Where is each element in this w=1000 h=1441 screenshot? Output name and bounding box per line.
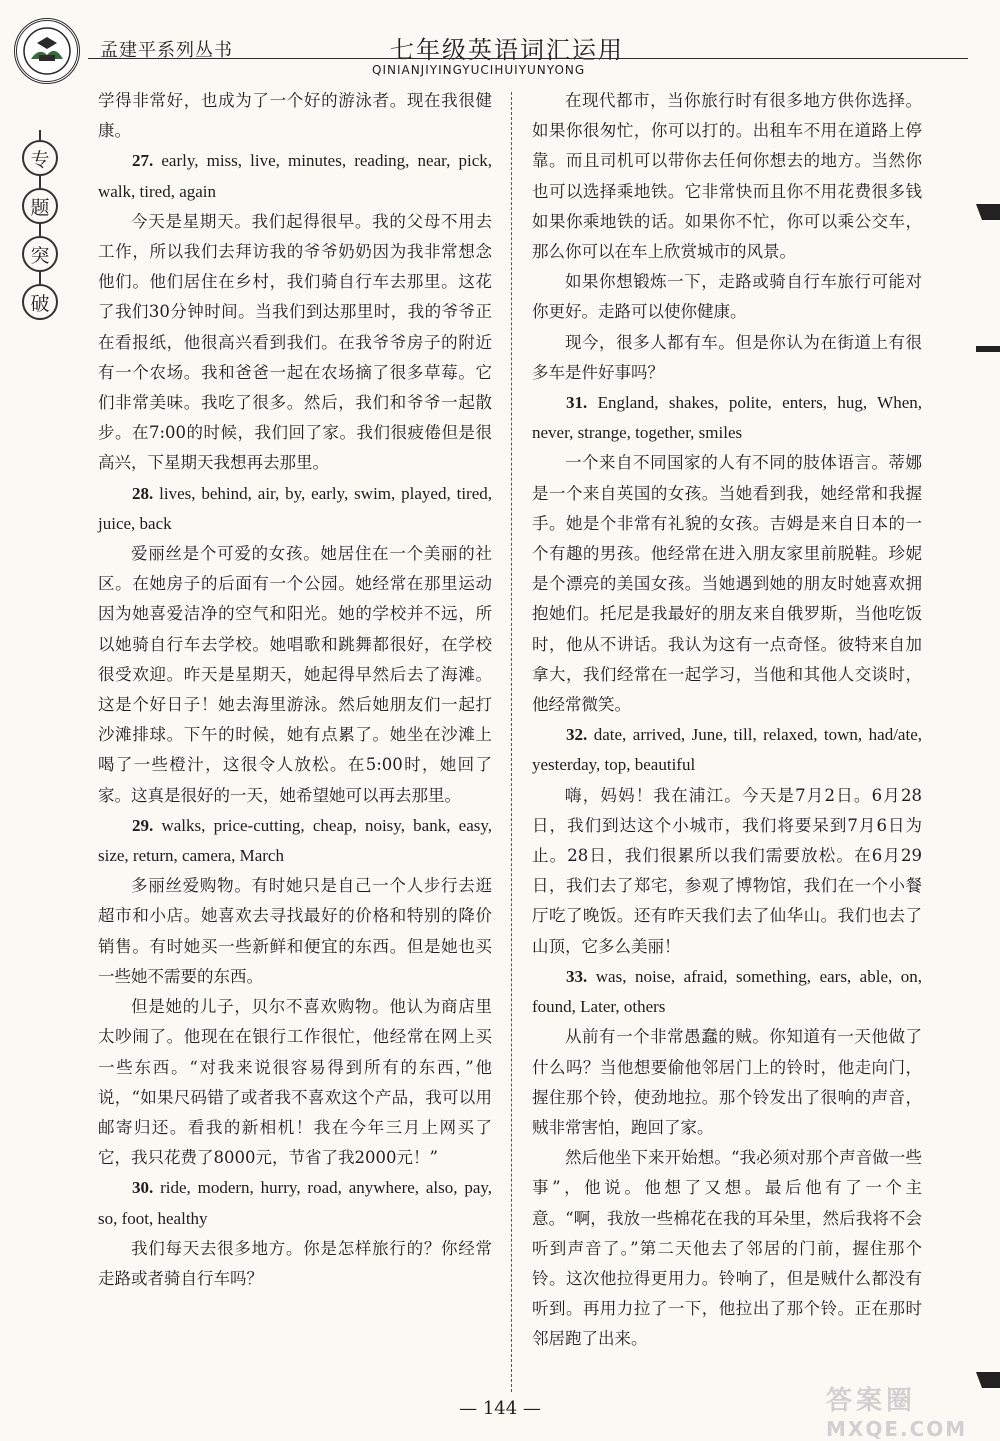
translation-paragraph: 在现代都市，当你旅行时有很多地方供你选择。如果你很匆忙，你可以打的。出租车不用在道路上停靠。而且司机可以带你去任何你想去的地方。当然你也可以选择乘地铁。它非常快而且你不用花费很多钱如果你乘地铁的话。如果你不忙，你可以乘公交车，那么你可以在车上欣赏城市的风景。 [532, 91, 922, 262]
translation-paragraph: 今天是星期天。我们起得很早。我的父母不用去工作，所以我们去拜访我的爷爷奶奶因为我非常想念他们。他们居住在乡村，我们骑自行车去那里。这花了我们30分钟时间。当我们到达那里时，我的爷爷正在看报纸，他很高兴看到我们。在我爷爷房子的附近有一个农场。我和爸爸一起在农场摘了很多草莓。它们非常美味。我吃了很多。然后，我们和爷爷一起散步。在7:00的时候，我们回了家。我们很疲倦但是很高兴，下星期天我想再去那里。 [98, 211, 492, 473]
series-logo-icon [14, 18, 80, 84]
column-divider [511, 92, 512, 1392]
answer-words: date, arrived, June, till, relaxed, town, had/ate, yesterday, top, beautiful [532, 725, 922, 775]
right-column [532, 86, 922, 1355]
watermark-text: 答案圈 [826, 1386, 917, 1416]
translation-paragraph: 现今，很多人都有车。但是你认为在街道上有很多车是件好事吗？ [532, 332, 922, 382]
page-header [0, 0, 1000, 90]
question-number: 28. [132, 483, 154, 503]
question-answer-words [98, 811, 492, 871]
answer-words: ride, modern, hurry, road, anywhere, also, pay, so, foot, healthy [98, 1178, 493, 1228]
side-tab-2: 题 [22, 188, 58, 224]
side-tab-1: 专 [22, 140, 58, 176]
translation-paragraph: 如果你想锻炼一下，走路或骑自行车旅行可能对你更好。走路可以使你健康。 [532, 272, 922, 322]
book-title-pinyin: QINIANJIYINGYUCIHUIYUNYONG [372, 63, 586, 77]
translation-paragraph: 学得非常好，也成为了一个好的游泳者。现在我很健康。 [98, 91, 492, 141]
answer-words: England, shakes, polite, enters, hug, When, never, strange, together, smiles [532, 393, 922, 443]
translation-paragraph: 我们每天去很多地方。你是怎样旅行的？你经常走路或者骑自行车吗？ [98, 1238, 492, 1288]
question-number: 27. [132, 151, 154, 171]
answer-words: early, miss, live, minutes, reading, near, pick, walk, tired, again [98, 151, 493, 201]
answer-words: lives, behind, air, by, early, swim, played, tired, juice, back [98, 483, 493, 533]
translation-paragraph: 然后他坐下来开始想。“我必须对那个声音做一些事”，他说。他想了又想。最后他有了一个主意。“啊，我放一些棉花在我的耳朵里，然后我将不会听到声音了。”第二天他去了邻居的门前，握住那个铃。这次他拉得更用力。铃响了，但是贼什么都没有听到。再用力拉了一下，他拉出了那个铃。正在那时邻居跑了出来。 [532, 1148, 922, 1349]
page-number: — 144 — [459, 1398, 541, 1419]
question-number: 31. [566, 393, 588, 413]
side-tab-4: 破 [22, 284, 58, 320]
question-number: 32. [566, 725, 588, 745]
series-name: 孟建平系列丛书 [100, 40, 233, 61]
question-answer-words [98, 1173, 492, 1233]
header-rule [88, 58, 968, 59]
translation-paragraph: 爱丽丝是个可爱的女孩。她居住在一个美丽的社区。在她房子的后面有一个公园。她经常在那里运动因为她喜爱洁净的空气和阳光。她的学校并不远，所以她骑自行车去学校。她唱歌和跳舞都很好，在学校很受欢迎。昨天是星期天，她起得早然后去了海滩。这是个好日子！她去海里游泳。然后她朋友们一起打沙滩排球。下午的时候，她有点累了。她坐在沙滩上喝了一些橙汁，这很令人放松。在5:00时，她回了家。这真是很好的一天，她希望她可以再去那里。 [98, 544, 492, 805]
watermark-url: MXQE.COM [826, 1417, 968, 1441]
watermark-logo [826, 1380, 986, 1441]
edge-tab-mark-icon [972, 336, 1000, 360]
question-number: 29. [132, 815, 154, 835]
edge-tab-mark-icon [972, 200, 1000, 224]
question-number: 30. [132, 1178, 154, 1198]
side-tab-3: 突 [22, 236, 58, 272]
question-answer-words [98, 146, 492, 206]
translation-paragraph: 一个来自不同国家的人有不同的肢体语言。蒂娜是一个来自英国的女孩。当她看到我，她经常和我握手。她是个非常有礼貌的女孩。吉姆是来自日本的一个有趣的男孩。他经常在进入朋友家里前脱鞋。珍妮是个漂亮的美国女孩。当她遇到她的朋友时她喜欢拥抱她们。托尼是我最好的朋友来自俄罗斯，当他吃饭时，他从不讲话。我认为这有一点奇怪。彼特来自加拿大，我们经常在一起学习，当他和其他人交谈时，他经常微笑。 [532, 453, 922, 715]
answer-words: walks, price-cutting, cheap, noisy, bank, easy, size, return, camera, March [98, 815, 492, 866]
translation-paragraph: 但是她的儿子，贝尔不喜欢购物。他认为商店里太吵闹了。他现在在银行工作很忙，他经常在网上买一些东西。“对我来说很容易得到所有的东西，”他说，“如果尺码错了或者我不喜欢这个产品，我可以用邮寄归还。看我的新相机！我在今年三月上网买了它，我只花费了8000元，节省了我2000元！” [98, 997, 492, 1168]
question-answer-words [532, 388, 922, 448]
translation-paragraph: 从前有一个非常愚蠢的贼。你知道有一天他做了什么吗？当他想要偷他邻居门上的铃时，他走向门，握住那个铃，使劲地拉。那个铃发出了很响的声音，贼非常害怕，跑回了家。 [532, 1027, 922, 1137]
question-answer-words [532, 720, 922, 780]
book-title: 七年级英语词汇运用 [390, 36, 624, 64]
left-column [98, 86, 492, 1294]
answer-words: was, noise, afraid, something, ears, able, on, found, Later, others [532, 966, 922, 1017]
question-answer-words [532, 962, 922, 1022]
translation-paragraph: 多丽丝爱购物。有时她只是自己一个人步行去逛超市和小店。她喜欢去寻找最好的价格和特别的降价销售。有时她买一些新鲜和便宜的东西。但是她也买一些她不需要的东西。 [98, 876, 492, 986]
question-number: 33. [566, 966, 588, 986]
question-answer-words [98, 479, 492, 539]
translation-paragraph: 嗨，妈妈！我在浦江。今天是7月2日。6月28日，我们到达这个小城市，我们将要呆到7月6日为止。28日，我们很累所以我们需要放松。在6月29日，我们去了郑宅，参观了博物馆，我们在一个小餐厅吃了晚饭。还有昨天我们去了仙华山。我们也去了山顶，它多么美丽！ [532, 785, 922, 956]
